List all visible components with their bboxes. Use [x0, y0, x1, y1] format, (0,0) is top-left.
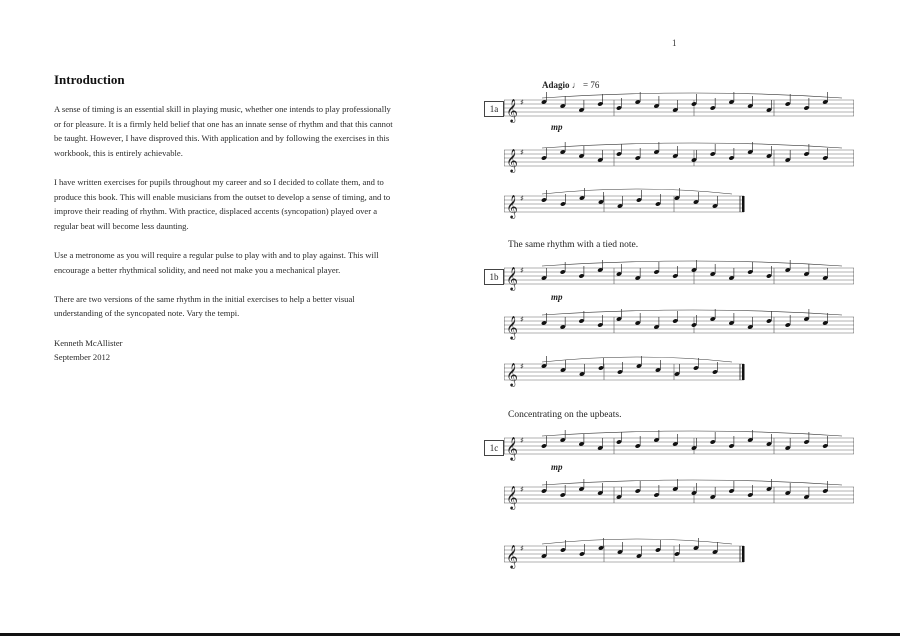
- introduction-heading: Introduction: [54, 72, 125, 87]
- music-staff: [504, 307, 854, 347]
- svg-text:𝄞: 𝄞: [506, 266, 518, 290]
- introduction-section: [54, 72, 399, 365]
- svg-text:𝄞: 𝄞: [506, 436, 518, 460]
- svg-text:♯: ♯: [520, 436, 524, 445]
- music-staff: [504, 140, 854, 180]
- exercise-label-1a: 1a: [484, 101, 504, 117]
- dynamic-mp: mp: [551, 462, 563, 472]
- svg-text:♯: ♯: [520, 315, 524, 324]
- tempo-value: ♩ = 76: [571, 80, 600, 90]
- author-name: Kenneth McAllister: [54, 337, 123, 348]
- intro-paragraph: A sense of timing is an essential skill in playing music, whether one intends to play professionally or for pleasure. It is a firmly held belief that one has an innate sense of rhythm and that this cannot be taught. However, I have disproved this. With application and by following the exercises in this workbook, this is entirely achievable.: [54, 104, 393, 158]
- svg-text:𝄞: 𝄞: [506, 148, 518, 172]
- caption-1b: The same rhythm with a tied note.: [508, 240, 639, 250]
- music-staff: [504, 477, 854, 517]
- svg-text:♯: ♯: [520, 98, 524, 107]
- svg-text:♯: ♯: [520, 485, 524, 494]
- exercise-label-1c: 1c: [484, 440, 504, 456]
- svg-text:♯: ♯: [520, 362, 524, 371]
- dynamic-mp: mp: [551, 122, 563, 132]
- svg-text:𝄞: 𝄞: [506, 194, 518, 218]
- date: September 2012: [54, 352, 111, 363]
- svg-text:♯: ♯: [520, 148, 524, 157]
- svg-text:𝄞: 𝄞: [506, 362, 518, 386]
- tempo-marking: [542, 80, 599, 90]
- music-staff: [504, 536, 854, 576]
- caption-1c: Concentrating on the upbeats.: [508, 410, 622, 420]
- dynamic-mp: mp: [551, 292, 563, 302]
- page-number: 1: [672, 38, 677, 48]
- music-staff: [504, 186, 854, 226]
- tempo-word: Adagio: [542, 80, 570, 90]
- svg-text:𝄞: 𝄞: [506, 315, 518, 339]
- intro-paragraph: I have written exercises for pupils throughout my career and so I decided to collate them, and to produce this book. This will enable musicians from the outset to develop a sense of timing, and to improve their reading of rhythm. With practice, displaced accents (syncopation) played over a regular beat will become less daunting.: [54, 176, 391, 231]
- exercise-label-1b: 1b: [484, 269, 504, 285]
- svg-text:♯: ♯: [520, 194, 524, 203]
- intro-paragraph: Use a metronome as you will require a regular pulse to play with and to play against. This will encourage a better rhythmical solidity, and need not make you a mechanical player.: [54, 249, 379, 275]
- svg-text:♯: ♯: [520, 544, 524, 553]
- svg-text:𝄞: 𝄞: [506, 485, 518, 509]
- svg-text:𝄞: 𝄞: [506, 98, 518, 122]
- svg-text:♯: ♯: [520, 266, 524, 275]
- intro-paragraph: There are two versions of the same rhythm in the initial exercises to help a better visual understanding of the syncopated note. Vary the tempi.: [54, 293, 355, 319]
- music-staff: [504, 354, 854, 394]
- svg-text:𝄞: 𝄞: [506, 544, 518, 568]
